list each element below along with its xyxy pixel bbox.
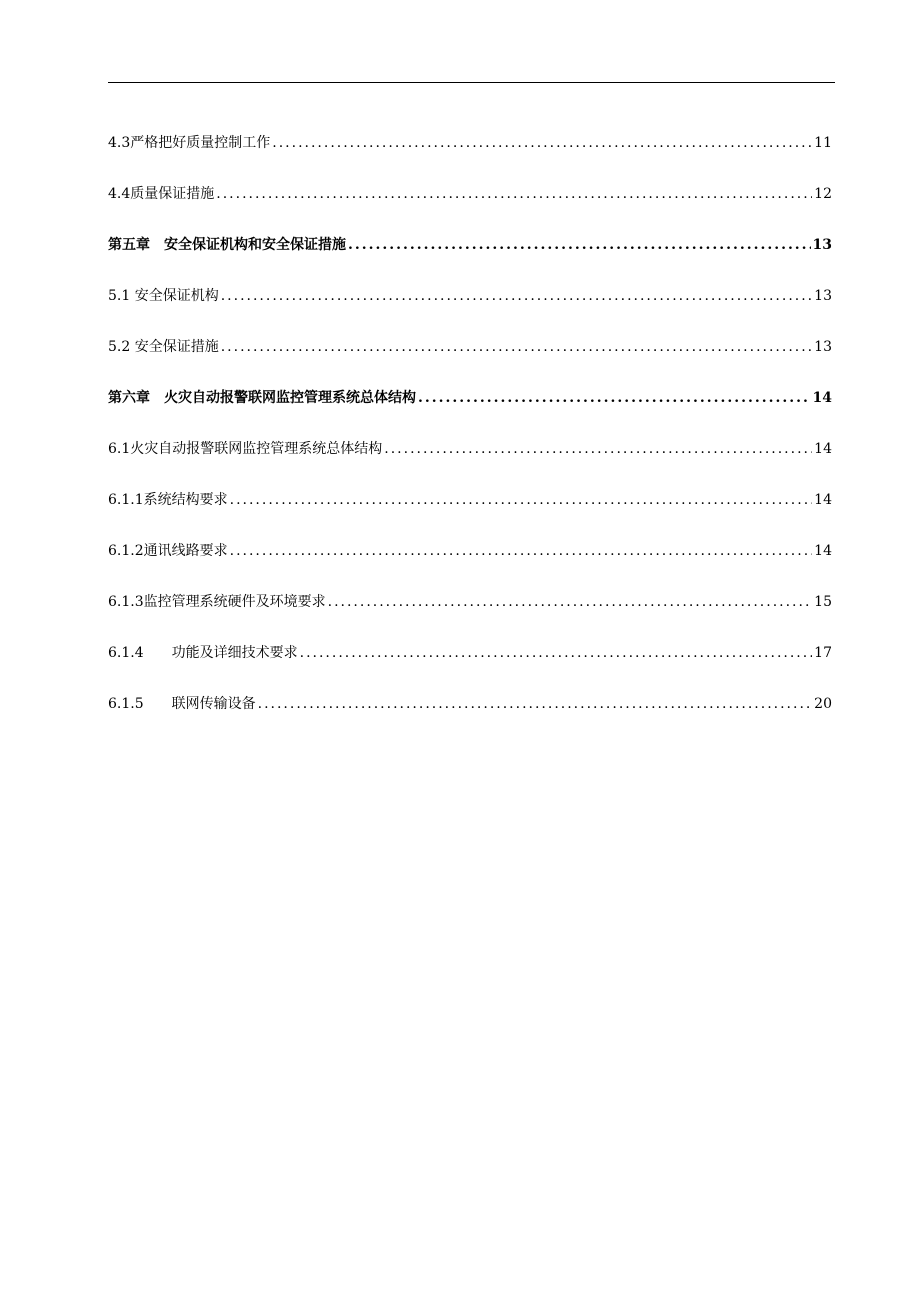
toc-entry-page: 11	[814, 135, 832, 151]
toc-entry-page: 20	[814, 696, 832, 712]
toc-entry-title: 4.4质量保证措施	[108, 186, 215, 202]
toc-entry-page: 14	[812, 390, 832, 406]
toc-chapter-entry[interactable]	[108, 385, 832, 407]
toc-entry-page: 17	[814, 645, 832, 661]
toc-entry[interactable]	[108, 130, 832, 152]
toc-leader-dots	[221, 338, 812, 356]
toc-entry-page: 14	[814, 441, 832, 457]
toc-entry-page: 15	[814, 594, 832, 610]
toc-entry[interactable]	[108, 334, 832, 356]
toc-entry-page: 13	[812, 237, 832, 253]
toc-entry-page: 14	[814, 492, 832, 508]
toc-entry[interactable]	[108, 538, 832, 560]
toc-entry-page: 12	[814, 186, 832, 202]
toc-entry-title: 6.1.2通讯线路要求	[108, 543, 228, 559]
toc-entry-title: 4.3严格把好质量控制工作	[108, 135, 271, 151]
toc-entry[interactable]	[108, 487, 832, 509]
toc-leader-dots	[300, 644, 813, 662]
toc-leader-dots	[216, 185, 812, 203]
toc-entry-title: 第五章 安全保证机构和安全保证措施	[108, 237, 346, 253]
toc-leader-dots	[384, 440, 812, 458]
toc-entry-title: 6.1.3监控管理系统硬件及环境要求	[108, 594, 326, 610]
toc-entry[interactable]	[108, 181, 832, 203]
toc-leader-dots	[221, 287, 812, 305]
toc-entry[interactable]	[108, 589, 832, 611]
toc-chapter-entry[interactable]	[108, 232, 832, 254]
toc-entry[interactable]	[108, 640, 832, 662]
toc-leader-dots	[418, 389, 811, 407]
toc-leader-dots	[328, 593, 813, 611]
header-rule	[108, 82, 835, 83]
toc-entry-title: 6.1.1系统结构要求	[108, 492, 228, 508]
toc-entry[interactable]	[108, 436, 832, 458]
toc-entry-title: 5.1 安全保证机构	[108, 288, 219, 304]
toc-entry[interactable]	[108, 691, 832, 713]
toc-entry-title: 6.1.5 联网传输设备	[108, 696, 256, 712]
toc-entry[interactable]	[108, 283, 832, 305]
toc-leader-dots	[272, 134, 812, 152]
toc-entry-title: 第六章 火灾自动报警联网监控管理系统总体结构	[108, 390, 416, 406]
toc-entry-title: 6.1.4 功能及详细技术要求	[108, 645, 298, 661]
toc-leader-dots	[258, 695, 813, 713]
toc-entry-page: 13	[814, 288, 832, 304]
toc-entry-page: 14	[814, 543, 832, 559]
toc-entry-page: 13	[814, 339, 832, 355]
toc-entry-title: 6.1火灾自动报警联网监控管理系统总体结构	[108, 441, 383, 457]
toc-entry-title: 5.2 安全保证措施	[108, 339, 219, 355]
toc-leader-dots	[230, 542, 813, 560]
toc-leader-dots	[230, 491, 813, 509]
toc-leader-dots	[348, 236, 811, 254]
